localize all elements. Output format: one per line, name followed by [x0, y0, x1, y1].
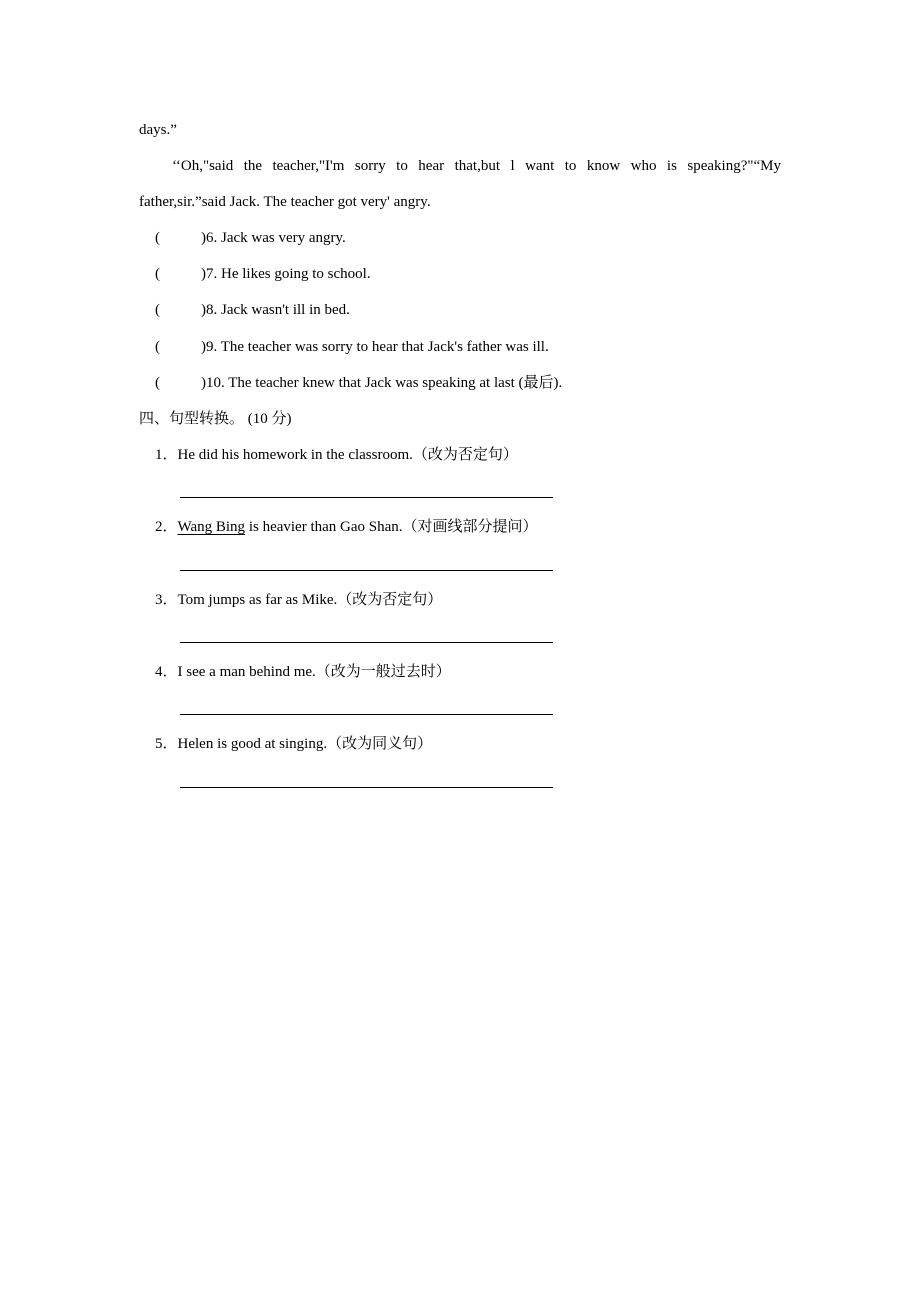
underlined-phrase: Wang Bing: [177, 519, 246, 535]
transform-item-5: [155, 735, 432, 753]
item-number: 2．: [155, 519, 178, 535]
answer-blank-7[interactable]: (: [155, 266, 160, 282]
answer-line-1[interactable]: [180, 497, 553, 498]
tf-item-9: [155, 338, 549, 356]
item-text: is heavier than Gao Shan.（对画线部分提问）: [245, 519, 538, 535]
answer-line-4[interactable]: [180, 714, 553, 715]
transform-item-1: [155, 446, 518, 464]
tf-item-8: [155, 301, 350, 319]
answer-line-2[interactable]: [180, 570, 553, 571]
tf-text-10: )10. The teacher knew that Jack was speaking at last (最后).: [201, 375, 563, 391]
tf-item-7: [155, 265, 371, 283]
passage-line-1: days.”: [139, 122, 177, 138]
item-number: 4．: [155, 664, 178, 680]
tf-text-9: )9. The teacher was sorry to hear that Jack's father was ill.: [201, 339, 549, 355]
tf-item-10: [155, 374, 562, 392]
tf-text-7: )7. He likes going to school.: [201, 266, 371, 282]
transform-item-3: [155, 591, 442, 609]
answer-blank-8[interactable]: (: [155, 302, 160, 318]
tf-text-8: )8. Jack wasn't ill in bed.: [201, 302, 350, 318]
passage-line-3: father,sir.”said Jack. The teacher got very' angry.: [139, 194, 431, 210]
item-number: 1．: [155, 447, 178, 463]
item-text: Tom jumps as far as Mike.（改为否定句）: [177, 592, 443, 608]
answer-blank-9[interactable]: (: [155, 339, 160, 355]
transform-item-2: [155, 518, 538, 536]
passage-line-2: ‘‘Oh,"said the teacher,"I'm sorry to hear that,but l want to know who is speaking?"“My: [172, 158, 781, 174]
item-number: 3．: [155, 592, 178, 608]
item-number: 5．: [155, 736, 178, 752]
section-heading: 四、句型转换。 (10 分): [139, 411, 292, 427]
answer-line-3[interactable]: [180, 642, 553, 643]
item-text: Helen is good at singing.（改为同义句）: [177, 736, 433, 752]
tf-text-6: )6. Jack was very angry.: [201, 230, 346, 246]
answer-blank-6[interactable]: (: [155, 230, 160, 246]
answer-line-5[interactable]: [180, 787, 553, 788]
item-text: He did his homework in the classroom.（改为否定句）: [177, 447, 518, 463]
answer-blank-10[interactable]: (: [155, 375, 160, 391]
transform-item-4: [155, 663, 451, 681]
tf-item-6: [155, 229, 346, 247]
item-text: I see a man behind me.（改为一般过去时）: [177, 664, 451, 680]
